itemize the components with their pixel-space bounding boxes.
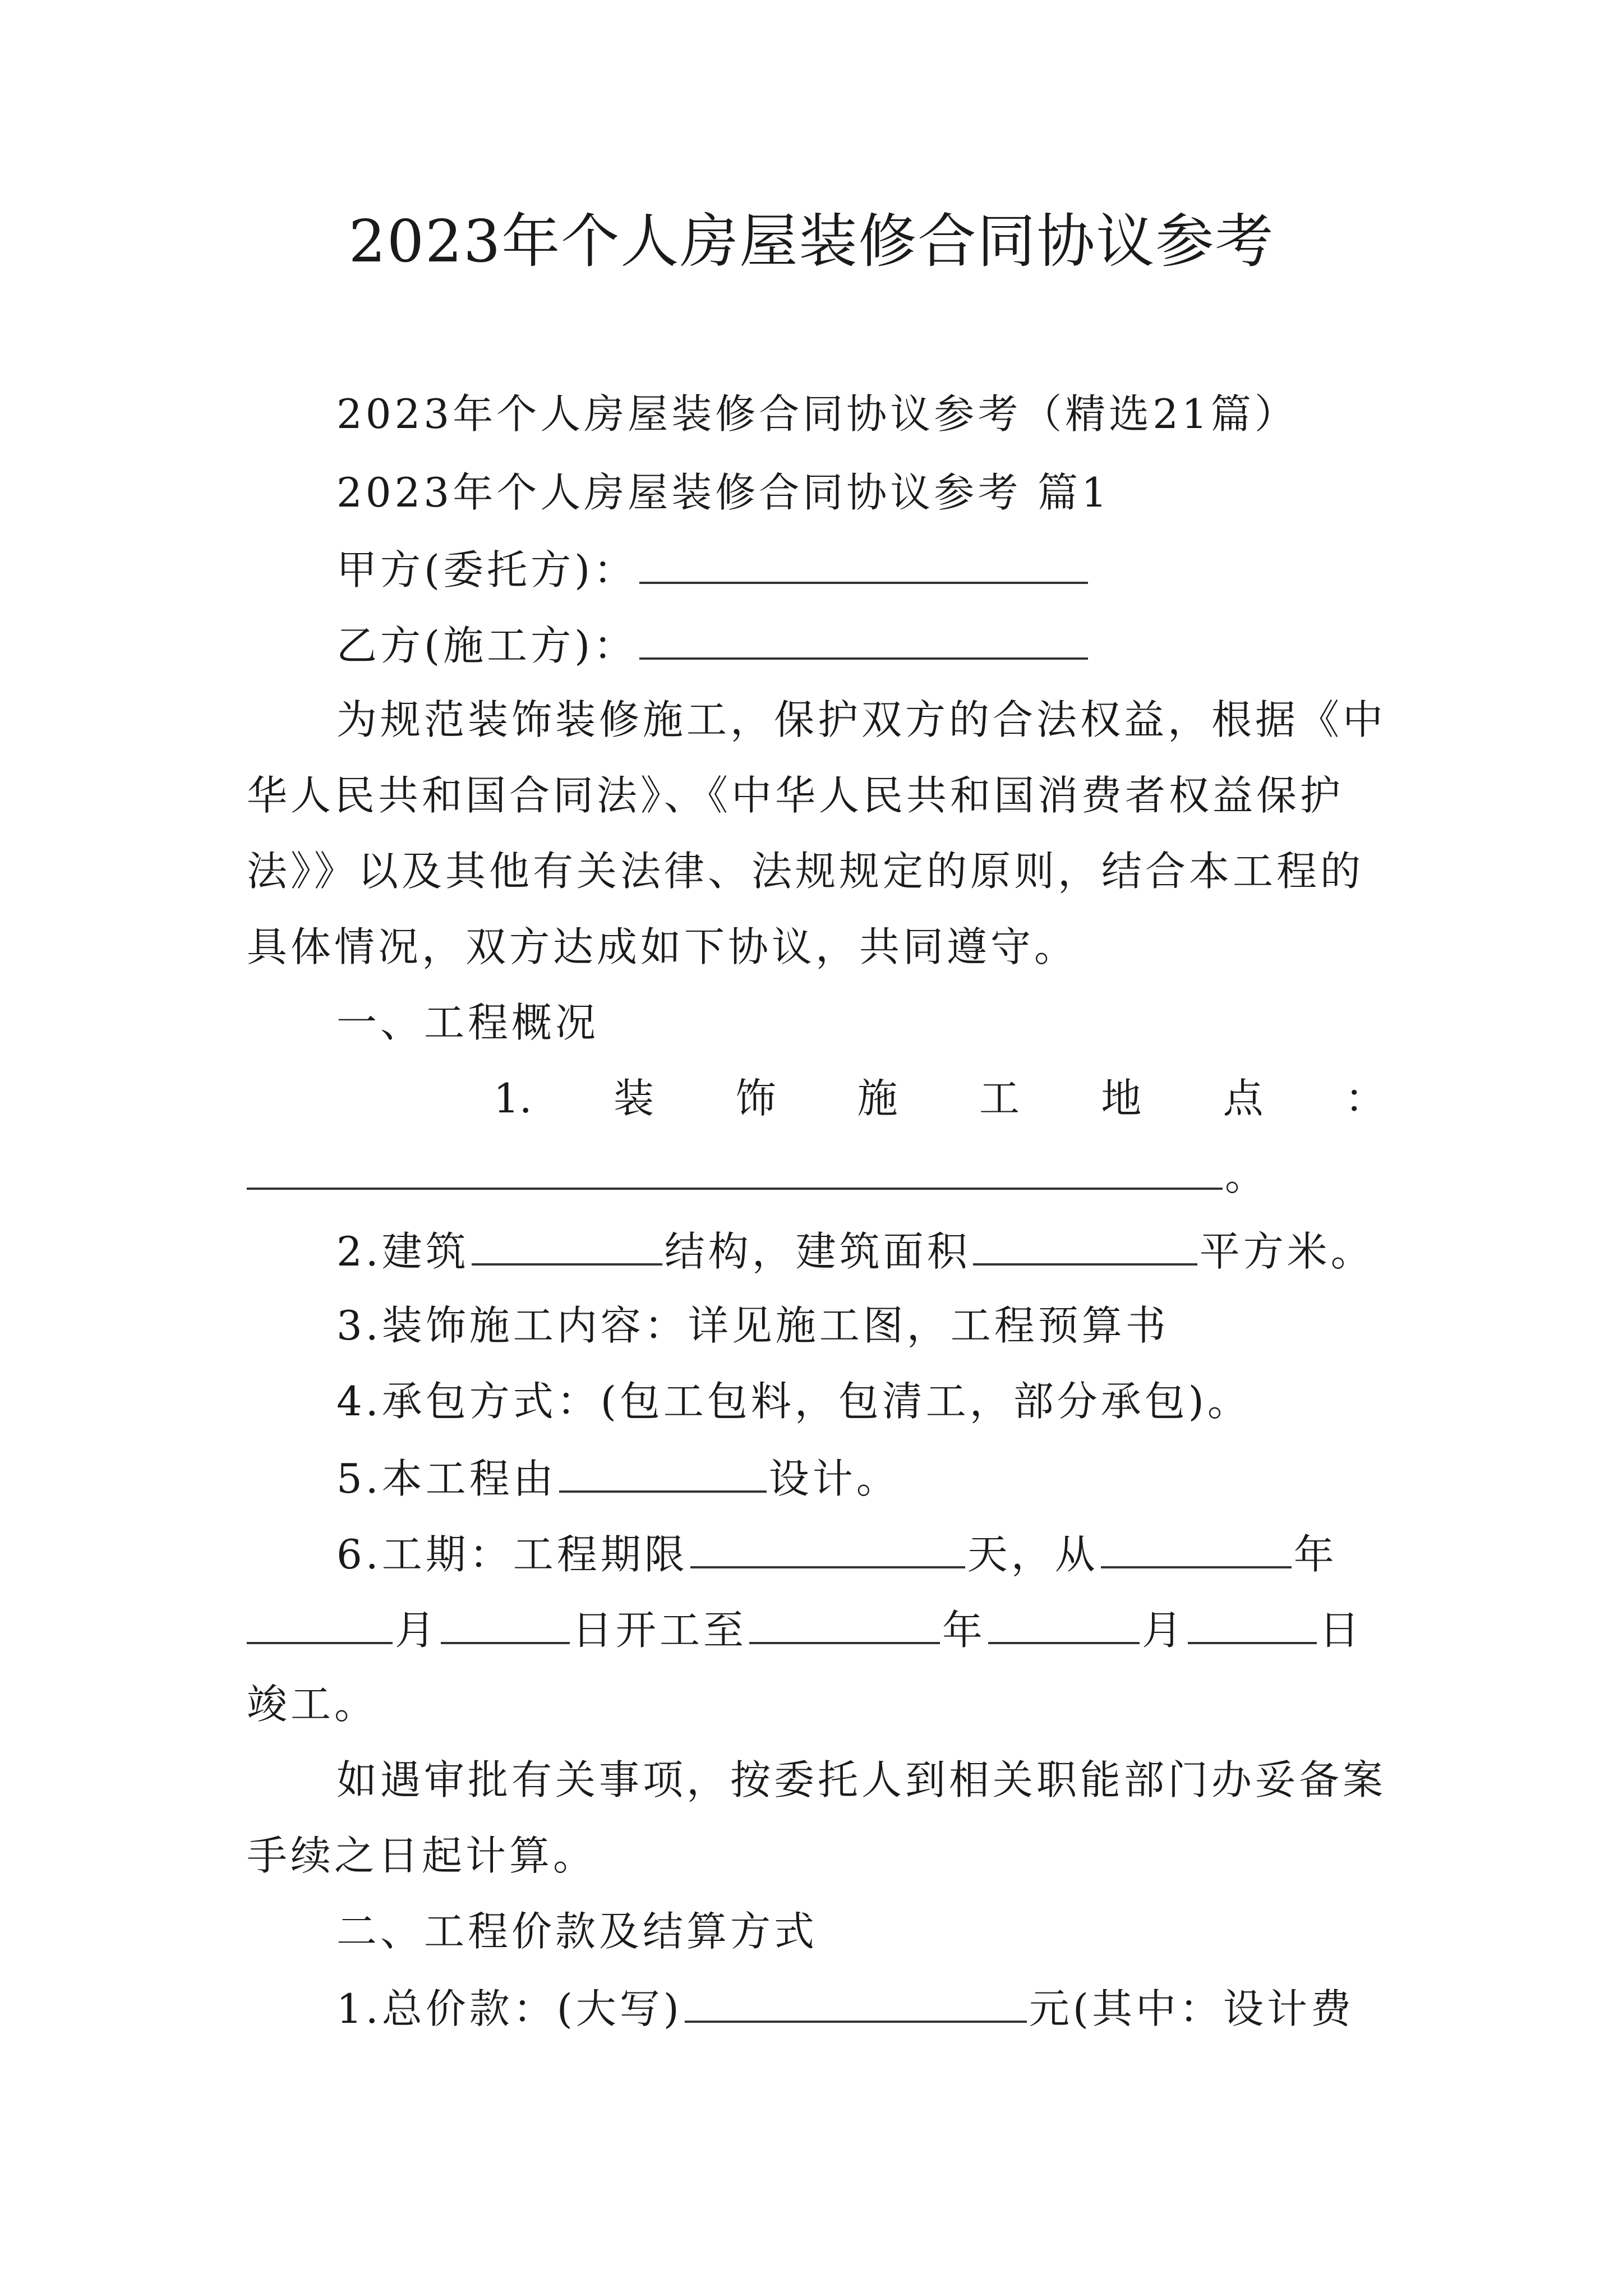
intro-line-4: 具体情况，双方达成如下协议，共同遵守。 [247,923,1078,970]
item-6-label-b: 天，从 [967,1531,1099,1578]
item-2-line [336,1223,1375,1278]
address-blank [247,1147,1223,1190]
item-5-label-a: 5.本工程由 [336,1455,557,1502]
item-1-address-line [247,1147,1269,1203]
section-heading: 2023年个人房屋装修合同协议参考 篇1 [336,469,1110,516]
item-1-char: 地 [1101,1075,1142,1122]
item-1-char: ： [1344,1075,1385,1122]
price-line [336,1980,1354,2036]
price-label-a: 1.总价款：(大写) [336,1985,683,2032]
party-b-blank [639,617,1088,660]
end-day-blank [1188,1602,1317,1644]
intro-line-1: 为规范装饰装修施工，保护双方的合法权益，根据《中 [336,696,1387,743]
item-6-label-d: 月 [395,1607,439,1654]
item-2-label-a: 2.建筑 [336,1228,469,1275]
structure-blank [472,1223,662,1266]
intro-line-2: 华人民共和国合同法》、《中华人民共和国消费者权益保护 [247,772,1344,819]
approval-line-1: 如遇审批有关事项，按委托人到相关职能部门办妥备案 [336,1756,1387,1803]
item-5-line [336,1450,900,1506]
section-2-heading: 二、工程价款及结算方式 [336,1908,818,1955]
item-3-line: 3.装饰施工内容：详见施工图，工程预算书 [336,1302,1169,1349]
item-1-char: 工 [979,1075,1020,1122]
item-6-label-f: 年 [942,1607,986,1654]
section-1-heading: 一、工程概况 [336,999,600,1046]
area-blank [973,1223,1197,1266]
intro-line-3: 法》》以及其他有关法律、法规规定的原则，结合本工程的 [247,848,1364,895]
item-6-label-e: 日开工至 [572,1607,748,1654]
start-day-blank [441,1602,570,1644]
start-year-blank [1101,1526,1292,1568]
end-year-blank [749,1602,940,1644]
item-6-dates-line [247,1602,1363,1657]
item-2-label-b: 结构，建筑面积 [664,1228,971,1275]
item-6-label-c: 年 [1293,1531,1338,1578]
item-6-end-line: 竣工。 [247,1681,379,1728]
designer-blank [559,1450,767,1493]
item-1-char: 饰 [735,1075,776,1122]
item-1-char: 1. [494,1075,532,1122]
item-1-end: 。 [1225,1152,1269,1199]
document-title: 2023年个人房屋装修合同协议参考 [348,207,1275,275]
item-2-label-c: 平方米。 [1199,1228,1375,1275]
party-a-blank [639,541,1088,584]
duration-blank [690,1526,965,1568]
price-label-b: 元(其中：设计费 [1029,1985,1354,2032]
document-subtitle: 2023年个人房屋装修合同协议参考（精选21篇） [336,390,1298,438]
item-1-char: 施 [857,1075,898,1122]
end-month-blank [988,1602,1140,1644]
party-a-line [336,541,1090,597]
item-5-label-b: 设计。 [768,1455,900,1502]
party-b-line [336,617,1090,673]
item-6-line [336,1526,1338,1581]
start-month-blank [247,1602,393,1644]
item-6-label-h: 日 [1319,1607,1363,1654]
party-b-label: 乙方(施工方)： [336,622,638,669]
party-a-label: 甲方(委托方)： [336,546,638,593]
item-6-label-g: 月 [1142,1607,1186,1654]
item-1-line [494,1071,1385,1125]
approval-line-2: 手续之日起计算。 [247,1832,597,1879]
item-1-char: 点 [1223,1075,1264,1122]
item-6-label-a: 6.工期：工程期限 [336,1531,688,1578]
item-1-char: 装 [614,1075,654,1122]
item-4-line: 4.承包方式：(包工包料，包清工，部分承包)。 [336,1378,1251,1425]
total-price-blank [685,1980,1027,2023]
